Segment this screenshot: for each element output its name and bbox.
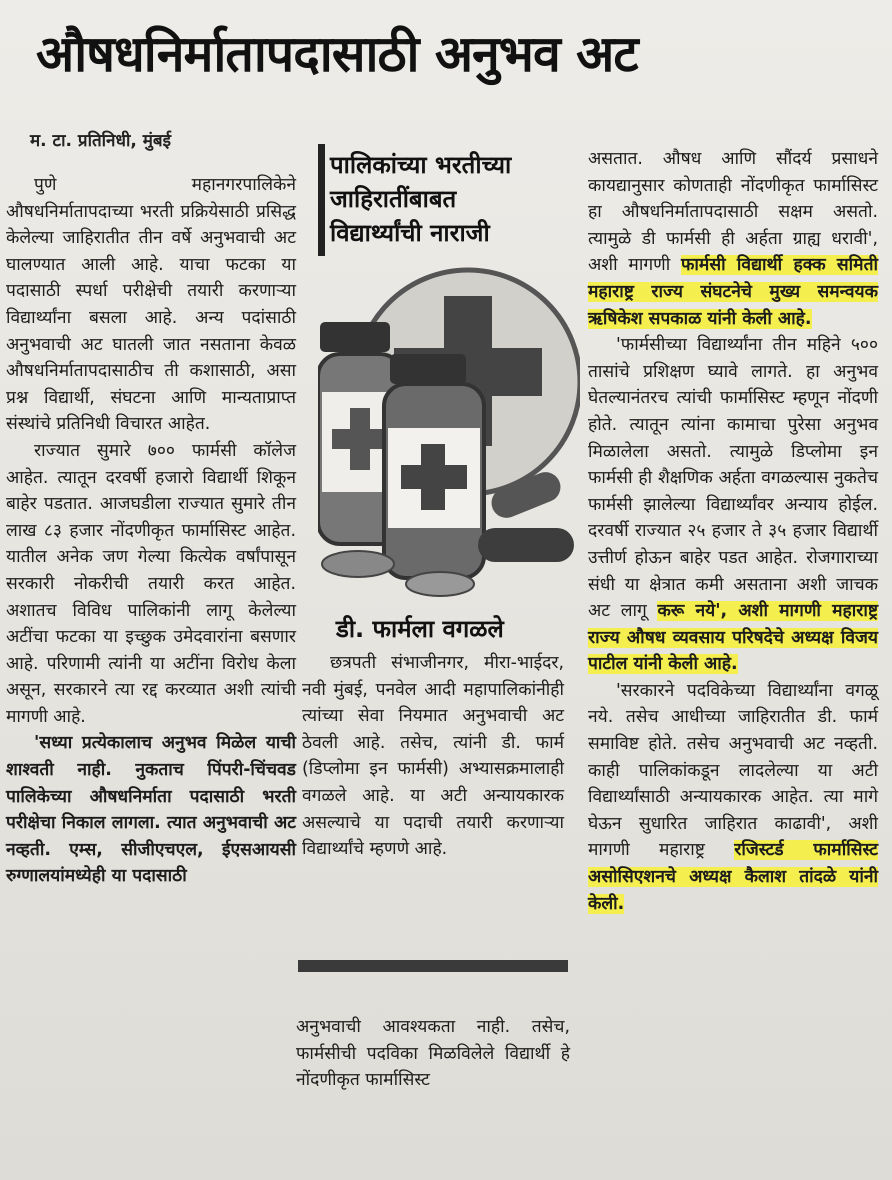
paragraph-text: 'सरकारने पदविकेच्या विद्यार्थ्यांना वगळू नये. तसेच आधीच्या जाहिरातीत डी. फार्म समाविष्ट होते. तसेच अनुभवाची अट नव्हती. काही पालिकांकडून लादलेल्या या अटी विद्यार्थ्यांसाठी अन्यायकारक आहेत. त्या मागे घेऊन सुधारित जाहिरात काढावी', अशी मागणी महाराष्ट्र <box>588 680 878 861</box>
medicine-bottles-illustration <box>318 262 580 606</box>
sidebar-title-line: विद्यार्थ्यांची नाराजी <box>330 219 490 247</box>
article-column-middle-continued <box>296 1014 570 1094</box>
byline: म. टा. प्रतिनिधी, मुंबई <box>30 131 171 151</box>
sidebar-accent-bar <box>318 144 325 256</box>
section-subheading: डी. फार्मला वगळले <box>336 615 504 643</box>
paragraph: पुणे महानगरपालिकेने औषधनिर्मातापदाच्या भरती प्रक्रियेसाठी प्रसिद्ध केलेल्या जाहिरातीत तीन वर्षे अनुभवाची अट घालण्यात आली आहे. याचा फटका या पदासाठी स्पर्धा परीक्षेची तयारी करणाऱ्या विद्यार्थ्यांना बसला आहे. अन्य पदांसाठी अनुभवाची अट घातली जात नसताना केवळ औषधनिर्मातापदासाठीच ती कशासाठी, असा प्रश्न विद्यार्थी, संघटना आणि मान्यताप्राप्त संस्थांचे प्रतिनिधी विचारत आहेत. <box>6 175 296 435</box>
paragraph: राज्यात सुमारे ७०० फार्मसी कॉलेज आहेत. त्यातून दरवर्षी हजारो विद्यार्थी शिकून बाहेर पडतात. आजघडीला राज्यात सुमारे तीन लाख ८३ हजार नोंदणीकृत फार्मासिस्ट आहेत. यातील अनेक जण गेल्या कित्येक वर्षांपासून सरकारी नोकरीची तयारी करत आहेत. अशातच विविध पालिकांनी लागू केलेल्या अटींचा फटका या इच्छुक उमेदवारांना बसणार आहे. परिणामी त्यांनी या अटींना विरोध केला असून, सरकारने त्या रद्द करव्यात अशी त्यांची मागणी आहे. <box>6 440 296 727</box>
paragraph-text: 'फार्मसीच्या विद्यार्थ्यांना तीन महिने ५०० तासांचे प्रशिक्षण घ्यावे लागते. हा अनुभव घेतल्यानंतरच त्यांची फार्मासिस्ट म्हणून नोंदणी होते. त्यातून त्यांना कामाचा पुरेसा अनुभव मिळालेला असतो. त्यामुळे डिप्लोमा इन फार्मसी ही शैक्षणिक अर्हता वगळल्यास नुकतेच फार्मसी झालेल्या विद्यार्थ्यांवर अन्याय होईल. दरवर्षी राज्यात २५ हजार ते ३५ हजार विद्यार्थी उत्तीर्ण होऊन बाहेर पडत आहेत. रोजगाराच्या संधी या क्षेत्रात कमी असताना अशी जाचक अट लागू <box>588 335 878 622</box>
paragraph: अनुभवाची आवश्यकता नाही. तसेच, फार्मसीची पदविका मिळविलेले विद्यार्थी हे नोंदणीकृत फार्मासिस्ट <box>296 1017 570 1091</box>
paragraph <box>588 678 878 917</box>
sidebar-title <box>330 148 580 250</box>
paragraph: 'सध्या प्रत्येकालाच अनुभव मिळेल याची शाश्वती नाही. नुकताच पिंपरी-चिंचवड पालिकेच्या औषधनिर्माता पदासाठी भरती परीक्षेचा निकाल लागला. त्यात अनुभवाची अट नव्हती. एम्स, सीजीएचएल, ईएसआयसी रुग्णालयांमध्येही या पदासाठी <box>6 733 296 887</box>
highlighted-text: रजिस्टर्ड फार्मासिस्ट असोसिएशनचे अध्यक्ष कैलाश तांदळे यांनी केली. <box>588 840 878 914</box>
highlighted-text: फार्मसी विद्यार्थी हक्क समिती महाराष्ट्र राज्य संघटनेचे मुख्य समन्वयक ऋषिकेश सपकाळ यांनी केली आहे. <box>588 255 878 329</box>
headline: औषधनिर्मातापदासाठी अनुभव अट <box>36 25 638 83</box>
sidebar-title-line: पालिकांच्या भरतीच्या <box>330 151 512 179</box>
paragraph <box>588 146 878 332</box>
highlighted-text: करू नये', अशी मागणी महाराष्ट्र राज्य औषध व्यवसाय परिषदेचे अध्यक्ष विजय पाटील यांनी केली आहे. <box>588 601 878 675</box>
paragraph: छत्रपती संभाजीनगर, मीरा-भाईदर, नवी मुंबई, पनवेल आदी महापालिकांनीही त्यांच्या सेवा नियमात अनुभवाची अट ठेवली आहे. तसेच, त्यांनी डी. फार्म (डिप्लोमा इन फार्मसी) अभ्यासक्रमालाही वगळले आहे. या अटी अन्यायकारक असल्याचे या पदाची तयारी करणाऱ्या विद्यार्थ्यांचे म्हणणे आहे. <box>302 653 564 860</box>
article-column-middle <box>302 650 564 863</box>
paragraph-text: असतात. औषध आणि सौंदर्य प्रसाधने कायद्यानुसार कोणताही नोंदणीकृत फार्मासिस्ट हा औषधनिर्मातापदासाठी सक्षम असतो. त्यामुळे डी फार्मसी ही अर्हता ग्राह्य धरावी', अशी मागणी <box>588 149 878 276</box>
article-column-right <box>588 146 878 917</box>
article-column-left <box>6 172 296 890</box>
sidebar-title-line: जाहिरातींबाबत <box>330 185 457 213</box>
column-divider-rule <box>298 960 568 972</box>
paragraph <box>588 332 878 678</box>
